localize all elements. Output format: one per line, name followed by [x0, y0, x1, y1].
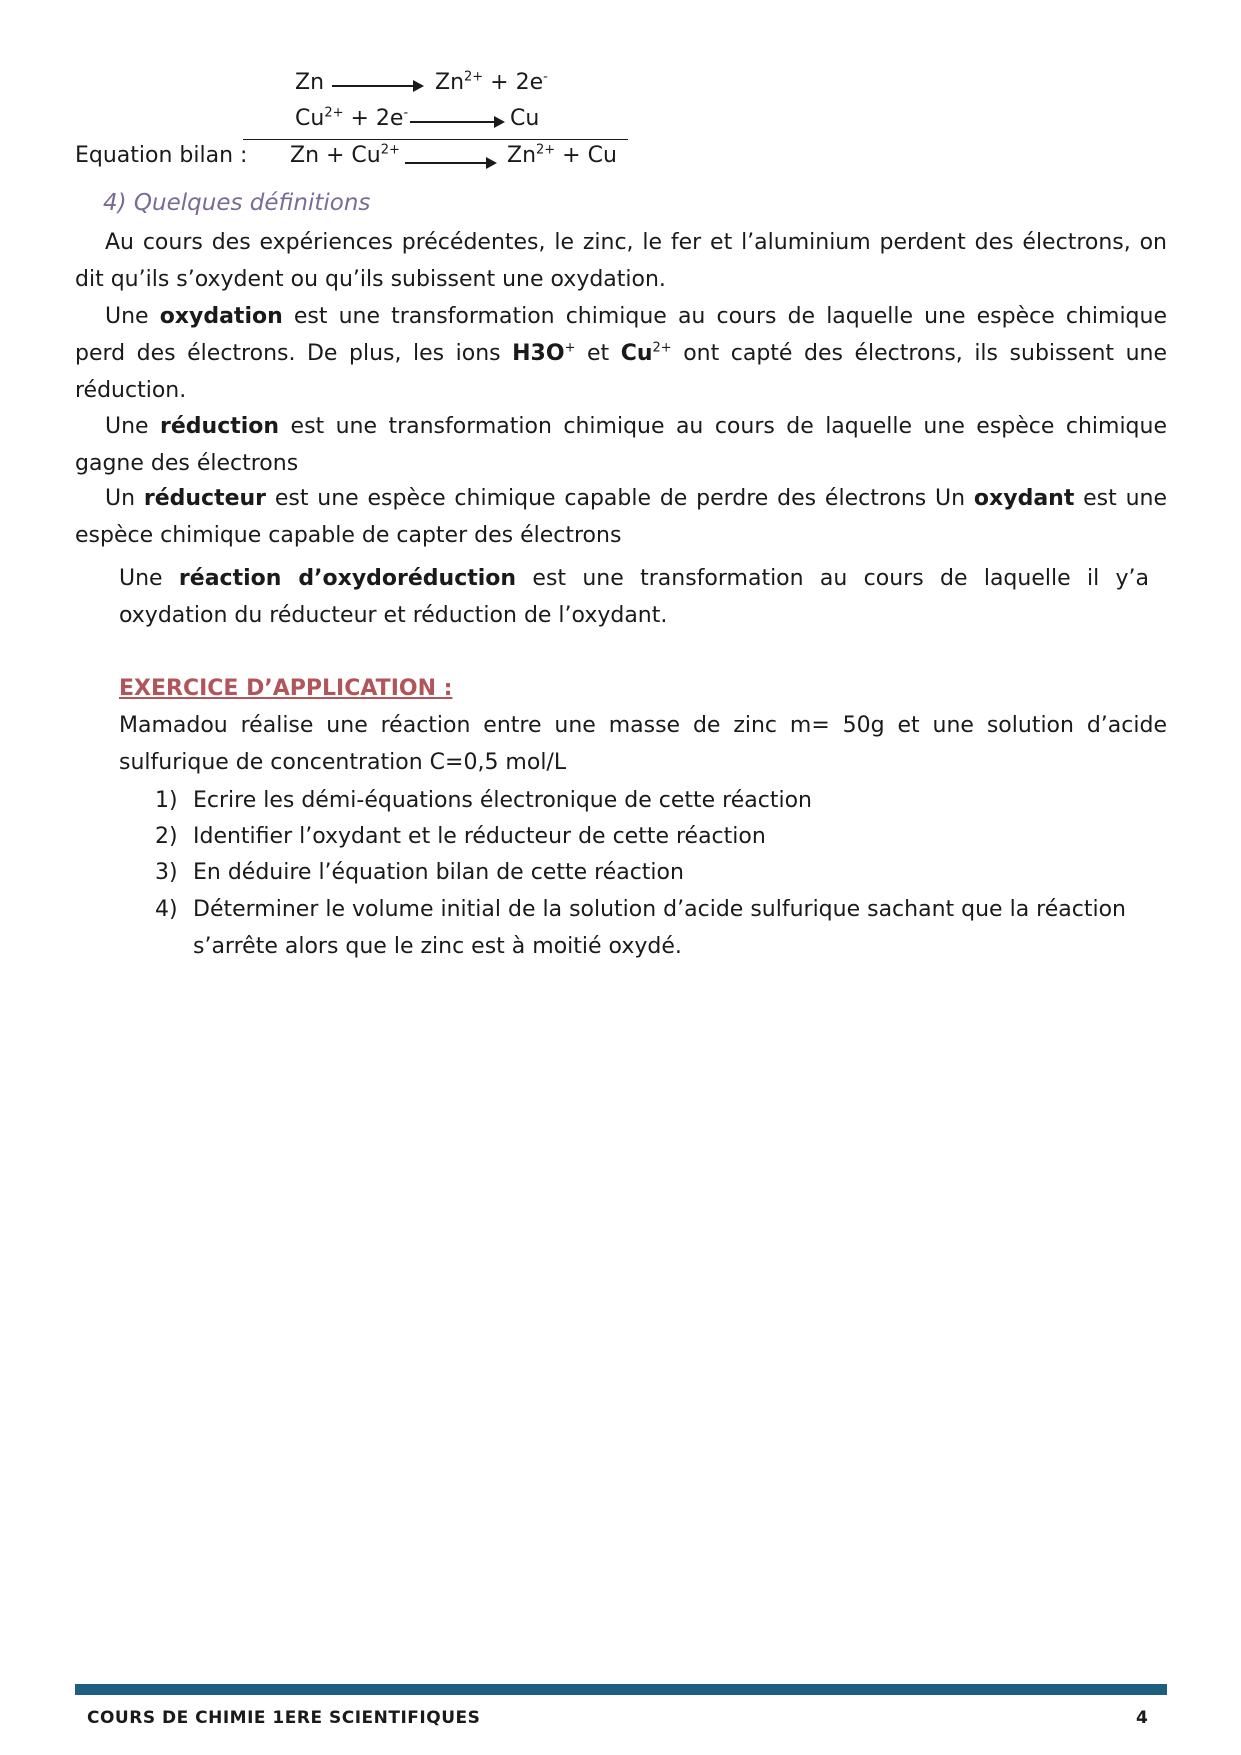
paragraph-reduction-definition: Une réduction est une transformation chimique au cours de laquelle une espèce chimique gagne des électrons [75, 414, 1168, 476]
list-number: 4) [155, 897, 178, 922]
paragraph-reducteur-oxydant: Un réducteur est une espèce chimique capable de perdre des électrons Un oxydant est une espèce chimique capable de capter des électrons [75, 486, 1168, 548]
bilan-equation-left: $Zn + Cu^{2+}$ [290, 142, 400, 168]
list-number: 1) [155, 788, 178, 813]
equation-divider [243, 139, 628, 140]
exercise-intro: Mamadou réalise une réaction entre une masse de zinc m= 50g et une solution d’acide sulfurique de concentration C=0,5 mol/L [119, 713, 1167, 775]
section-title: 4) Quelques définitions [103, 190, 371, 216]
paragraph-oxydation-intro: Au cours des expériences précédentes, le zinc, le fer et l’aluminium perdent des électrons, on dit qu’ils s’oxydent ou qu’ils subissent une oxydation. [75, 230, 1167, 292]
bilan-label: Equation bilan : [75, 143, 248, 168]
list-text: Déterminer le volume initial de la solution d’acide sulfurique sachant que la réaction s’arrête alors que le zinc est à moitié oxydé. [193, 897, 1126, 959]
exercise-title: EXERCICE D’APPLICATION : [119, 676, 453, 701]
paragraph-oxydation-definition: Une oxydation est une transformation chimique au cours de laquelle une espèce chimique perd des électrons. De plus, les ions H3O+ et $Cu^{2+}$ ont capté des électrons, ils subissent une réduction. [75, 304, 1167, 403]
half-equation-2-right: Cu [510, 106, 540, 131]
arrow-icon [410, 121, 503, 123]
page-number: 4 [1136, 1708, 1149, 1728]
paragraph-oxydoreduction-definition: Une réaction d’oxydoréduction est une transformation au cours de laquelle il y’a oxydation du réducteur et réduction de l’oxydant. [119, 566, 1149, 628]
footer-title: COURS DE CHIMIE 1ERE SCIENTIFIQUES [87, 1708, 481, 1728]
list-number: 3) [155, 860, 178, 885]
bilan-equation-right: $Zn^{2+} + Cu$ [507, 142, 617, 168]
half-equation-1-right: $Zn^{2+} + 2e^-$ [435, 69, 548, 95]
list-text: En déduire l’équation bilan de cette réaction [193, 860, 684, 885]
arrow-icon [405, 162, 495, 164]
list-number: 2) [155, 824, 178, 849]
list-text: Ecrire les démi-équations électronique de cette réaction [193, 788, 812, 813]
half-equation-2-left: $Cu^{2+} + 2e^-$ [295, 105, 409, 131]
list-text: Identifier l’oxydant et le réducteur de cette réaction [193, 824, 766, 849]
half-equation-1-left: Zn [295, 70, 325, 95]
arrow-icon [332, 85, 422, 87]
footer-bar [75, 1684, 1167, 1695]
